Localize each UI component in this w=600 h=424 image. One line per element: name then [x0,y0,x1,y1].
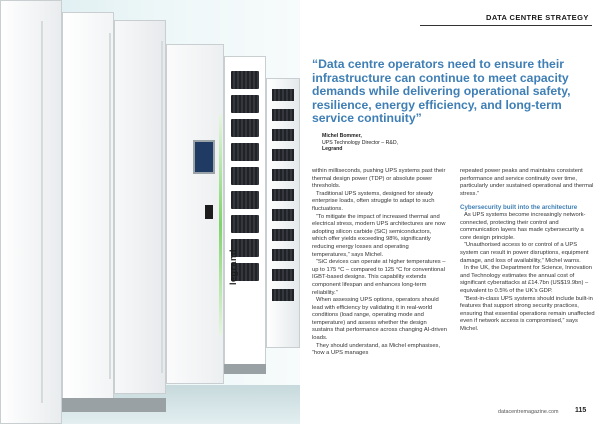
body-paragraph: repeated power peaks and maintains consistent performance and service continuity over time, particularly under sustained operational and thermal stress.” [460,168,594,197]
power-module [272,149,294,161]
ups-power-module-rack-far [266,78,300,348]
body-paragraph: within milliseconds, pushing UPS systems past their thermal design power (TDP) or absolute power thresholds. [312,168,446,190]
power-module [272,249,294,261]
power-module [231,167,259,185]
power-module [231,215,259,233]
close-quote-mark: ” [415,111,422,126]
ups-display-cabinet [166,44,224,384]
section-rule [420,25,592,26]
status-light-strip [219,115,222,335]
body-paragraph: “Unauthorised access to or control of a UPS system can result in power disruptions, equipment damage, and loss of availability,” Michel warns. [460,242,589,264]
body-paragraph: “SiC devices can operate at higher temperatures – up to 175 °C – compared to 125 °C for conventional IGBT-based designs. This capability extends component lifespan and enhances long-term reliability.” [312,259,446,296]
body-paragraph: They should understand, as Michel emphasises, “how a UPS manages [312,342,441,357]
body-paragraph: When assessing UPS options, operators should lead with efficiency by validating it in real-world conditions (load range, operating mode and temperature) and assess whether the design sustains that performance across changing AI-driven loads. [312,297,448,342]
power-module [231,119,259,137]
power-module [272,89,294,101]
cabinet-side-panel [0,0,62,424]
attribution-name: Michel Bommer, [322,133,362,139]
power-module [272,289,294,301]
section-label: DATA CENTRE STRATEGY [486,13,589,22]
ups-control-screen [193,140,215,174]
power-module [272,169,294,181]
panel-seam [109,33,111,379]
door-handle [205,205,213,219]
pull-quote-text: Data centre operators need to ensure their infrastructure can continue to meet capacity demands while delivering operational safety, resilience, energy efficiency, and long-term service continuity [312,57,571,126]
body-paragraph: “To mitigate the impact of increased thermal and electrical stress, modern UPS architectures are now adopting silicon carbide (SiC) semiconductors, which offer yields exceeding 98%, significantly reducing energy losses and operating temperatures,” says Michel. [312,213,446,258]
pull-quote [312,58,590,126]
body-column-2 [460,168,595,333]
body-paragraph: In the UK, the Department for Science, Innovation and Technology estimates the annual cost of significant cyberattacks at £14.7bn (US$19.9bn) – equivalent to 0.5% of the UK’s GDP. [460,265,592,294]
panel-seam [41,21,43,403]
power-module [231,143,259,161]
power-module [272,129,294,141]
cabinet-plinth [224,364,266,374]
cabinet-plinth [62,398,166,412]
attribution-org: Legrand [322,146,343,153]
legrand-logo: legrand [228,248,238,285]
footer-website: datacentremagazine.com [498,409,559,415]
attribution-role: UPS Technology Director – R&D, [322,139,399,146]
page-number: 115 [575,407,587,414]
power-module [231,191,259,209]
body-column-1 [312,168,447,358]
panel-seam [161,41,163,373]
cabinet-door [114,20,166,394]
power-module [272,109,294,121]
section-subheading: Cybersecurity built into the architecture [460,204,578,212]
body-paragraph: “Best-in-class UPS systems should include built-in features that support strong security practices, ensuring that essential operations remain unaffected even if network access is compromised,” says Michel. [460,295,595,332]
power-module [272,209,294,221]
body-paragraph: As UPS systems become increasingly network-connected, protecting their control and communication layers has made cybersecurity a core design principle. [460,211,586,241]
quote-attribution [322,133,522,153]
power-module [272,189,294,201]
open-quote-mark: “ [312,57,319,71]
power-module [231,71,259,89]
body-paragraph: Traditional UPS systems, designed for steady enterprise loads, often struggle to adapt to such fluctuations. [312,190,435,212]
cabinet-door [62,12,114,400]
power-module [272,269,294,281]
power-module [231,95,259,113]
ups-power-module-rack [224,56,266,366]
power-module [272,229,294,241]
